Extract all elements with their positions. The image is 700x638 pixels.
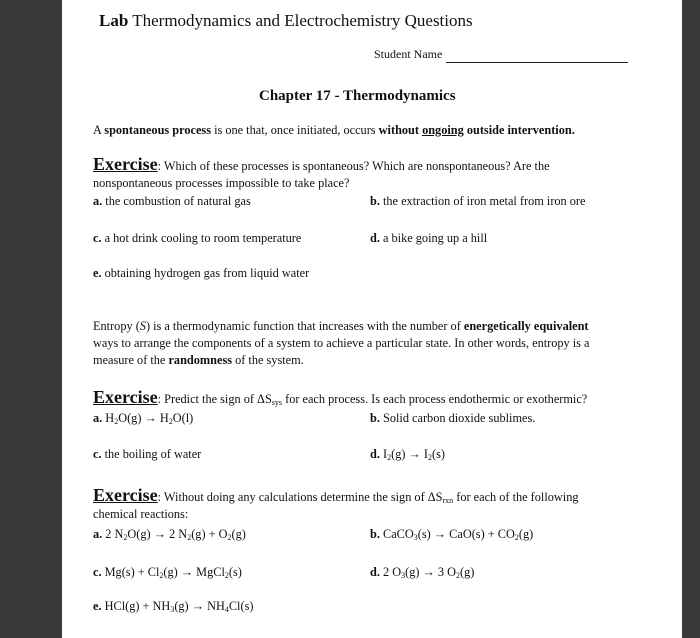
entropy-line-1: Entropy (S) is a thermodynamic function that increases with the number of energetically equivalent — [93, 319, 589, 333]
exercise-3-prompt-line2: chemical reactions: — [93, 507, 189, 521]
entropy-line-3: measure of the randomness of the system. — [93, 353, 304, 367]
exercise-1-item-b: b. the extraction of iron metal from iron ore — [370, 194, 586, 208]
exercise-1-item-c: c. a hot drink cooling to room temperature — [93, 231, 302, 245]
student-name-label: Student Name — [374, 47, 443, 61]
exercise-3-item-e: e. $HCl(g) + NH_3(g) \to NH_4Cl(s)$ — [93, 599, 254, 614]
entropy-line-2: ways to arrange the components of a system to achieve a particular state. In other words, entropy is a — [93, 336, 590, 350]
exercise-2-item-d: d. $I_2(g) \to I_2(s)$ — [370, 447, 445, 462]
spontaneous-definition: A spontaneous process is one that, once initiated, occurs without ongoing outside intervention. — [93, 123, 575, 137]
exercise-2-item-b: b. Solid carbon dioxide sublimes. — [370, 411, 536, 425]
exercise-3-item-d: d. 2 $O_3(g) \to 3$ $O_2(g)$ — [370, 565, 475, 580]
exercise-1-item-d: d. a bike going up a hill — [370, 231, 488, 245]
exercise-1-item-e: e. obtaining hydrogen gas from liquid water — [93, 266, 310, 280]
exercise-2-item-c: c. the boiling of water — [93, 447, 202, 461]
exercise-2-prompt: Exercise: Predict the sign of $\Delta S_{sys}$ for each process. Is each process endothermic or exothermic? — [93, 387, 588, 407]
chapter-heading: Chapter 17 - Thermodynamics — [259, 88, 456, 104]
exercise-3-item-c: c. $Mg(s) + Cl_2(g)$ → MgCl$_2$(s) — [93, 565, 242, 580]
document-title: Lab Thermodynamics and Electrochemistry Questions — [99, 11, 473, 30]
exercise-2-item-a: a. $H_2O(g) \to H_2O(l)$ — [93, 411, 194, 426]
exercise-3-item-a: a. 2 $N_2O(g) \to 2$ $N_2(g) + O_2(g)$ — [93, 527, 246, 542]
exercise-3-item-b: b. CaCO$_3$(s) → $CaO(s) + CO_2(g)$ — [370, 527, 534, 542]
exercise-3-prompt: Exercise: Without doing any calculations determine the sign of $\Delta S_{rxn}$ for each of the following — [93, 485, 579, 505]
exercise-1-prompt: Exercise: Which of these processes is spontaneous? Which are nonspontaneous? Are the — [93, 154, 550, 174]
exercise-1-prompt-line2: nonspontaneous processes impossible to take place? — [93, 176, 350, 190]
exercise-1-item-a: a. the combustion of natural gas — [93, 194, 251, 208]
student-name-line — [446, 62, 628, 63]
document-page — [62, 0, 682, 638]
